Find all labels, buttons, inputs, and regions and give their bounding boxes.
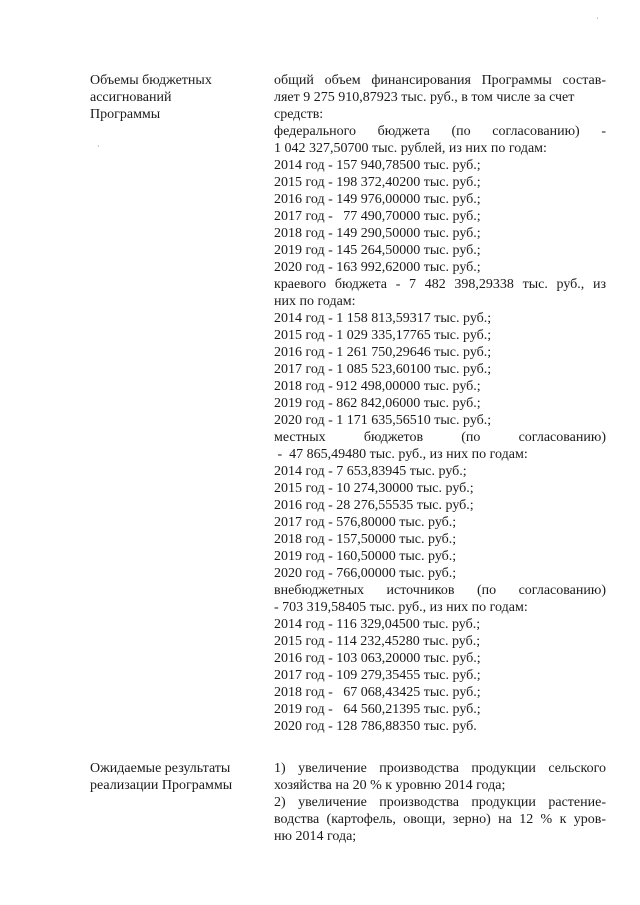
regional-year-line: 2018 год - 912 498,00000 тыс. руб.; [274,379,481,394]
result-item-line: водства (картофель, овощи, зерно) на 12 % к уров- [274,812,606,827]
federal-year-line: 2015 год - 198 372,40200 тыс. руб.; [274,175,481,190]
local-year-line: 2018 год - 157,50000 тыс. руб.; [274,532,457,547]
regional-header-line: них по годам: [274,294,356,309]
intro-line: средств: [274,107,324,122]
extrabudgetary-year-line: 2020 год - 128 786,88350 тыс. руб. [274,719,477,734]
budget-label-line: ассигнований [90,90,172,105]
budget-label-line: Объемы бюджетных [90,73,212,88]
extrabudgetary-year-line: 2014 год - 116 329,04500 тыс. руб.; [274,617,481,632]
local-year-line: 2019 год - 160,50000 тыс. руб.; [274,549,457,564]
extrabudgetary-header-line: внебюджетных источников (по согласованию) [274,583,606,598]
local-year-line: 2014 год - 7 653,83945 тыс. руб.; [274,464,467,479]
results-label-line: Ожидаемые результаты [90,761,231,776]
local-year-line: 2016 год - 28 276,55535 тыс. руб.; [274,498,474,513]
federal-year-line: 2016 год - 149 976,00000 тыс. руб.; [274,192,481,207]
regional-year-line: 2015 год - 1 029 335,17765 тыс. руб.; [274,328,492,343]
budget-label [90,72,260,123]
federal-header-line: 1 042 327,50700 тыс. рублей, из них по годам: [274,141,547,156]
extrabudgetary-header-line: - 703 319,58405 тыс. руб., из них по годам: [274,600,528,615]
local-header-line: - 47 865,49480 тыс. руб., из них по годам: [274,447,528,462]
result-item-line: хозяйства на 20 % к уровню 2014 года; [274,778,506,793]
local-year-line: 2015 год - 10 274,30000 тыс. руб.; [274,481,474,496]
extrabudgetary-year-line: 2018 год - 67 068,43425 тыс. руб.; [274,685,481,700]
regional-year-line: 2014 год - 1 158 813,59317 тыс. руб.; [274,311,492,326]
result-item-line: 2) увеличение производства продукции растение- [274,795,606,810]
scan-speck: · [596,14,599,23]
intro-line: общий объем финансирования Программы состав- [274,73,606,88]
regional-year-line: 2019 год - 862 842,06000 тыс. руб.; [274,396,481,411]
results-value [274,760,606,845]
regional-header-line: краевого бюджета - 7 482 398,29338 тыс. руб., из [274,277,606,292]
extrabudgetary-year-line: 2019 год - 64 560,21395 тыс. руб.; [274,702,481,717]
federal-year-line: 2014 год - 157 940,78500 тыс. руб.; [274,158,481,173]
budget-value [274,72,606,735]
intro-line: ляет 9 275 910,87923 тыс. руб., в том числе за счет [274,90,575,105]
extrabudgetary-year-line: 2017 год - 109 279,35455 тыс. руб.; [274,668,481,683]
federal-year-line: 2020 год - 163 992,62000 тыс. руб.; [274,260,481,275]
results-label [90,760,260,794]
scan-speck: · [97,142,100,151]
regional-year-line: 2016 год - 1 261 750,29646 тыс. руб.; [274,345,492,360]
federal-header-line: федерального бюджета (по согласованию) - [274,124,606,139]
local-header-line: местных бюджетов (по согласованию) [274,430,606,445]
regional-year-line: 2017 год - 1 085 523,60100 тыс. руб.; [274,362,492,377]
budget-label-line: Программы [90,107,161,122]
extrabudgetary-year-line: 2016 год - 103 063,20000 тыс. руб.; [274,651,481,666]
regional-year-line: 2020 год - 1 171 635,56510 тыс. руб.; [274,413,492,428]
results-label-line: реализации Программы [90,778,233,793]
local-year-line: 2020 год - 766,00000 тыс. руб.; [274,566,457,581]
federal-year-line: 2017 год - 77 490,70000 тыс. руб.; [274,209,481,224]
result-item-line: 1) увеличение производства продукции сельского [274,761,606,776]
federal-year-line: 2019 год - 145 264,50000 тыс. руб.; [274,243,481,258]
local-year-line: 2017 год - 576,80000 тыс. руб.; [274,515,457,530]
extrabudgetary-year-line: 2015 год - 114 232,45280 тыс. руб.; [274,634,481,649]
result-item-line: ню 2014 года; [274,829,357,844]
federal-year-line: 2018 год - 149 290,50000 тыс. руб.; [274,226,481,241]
